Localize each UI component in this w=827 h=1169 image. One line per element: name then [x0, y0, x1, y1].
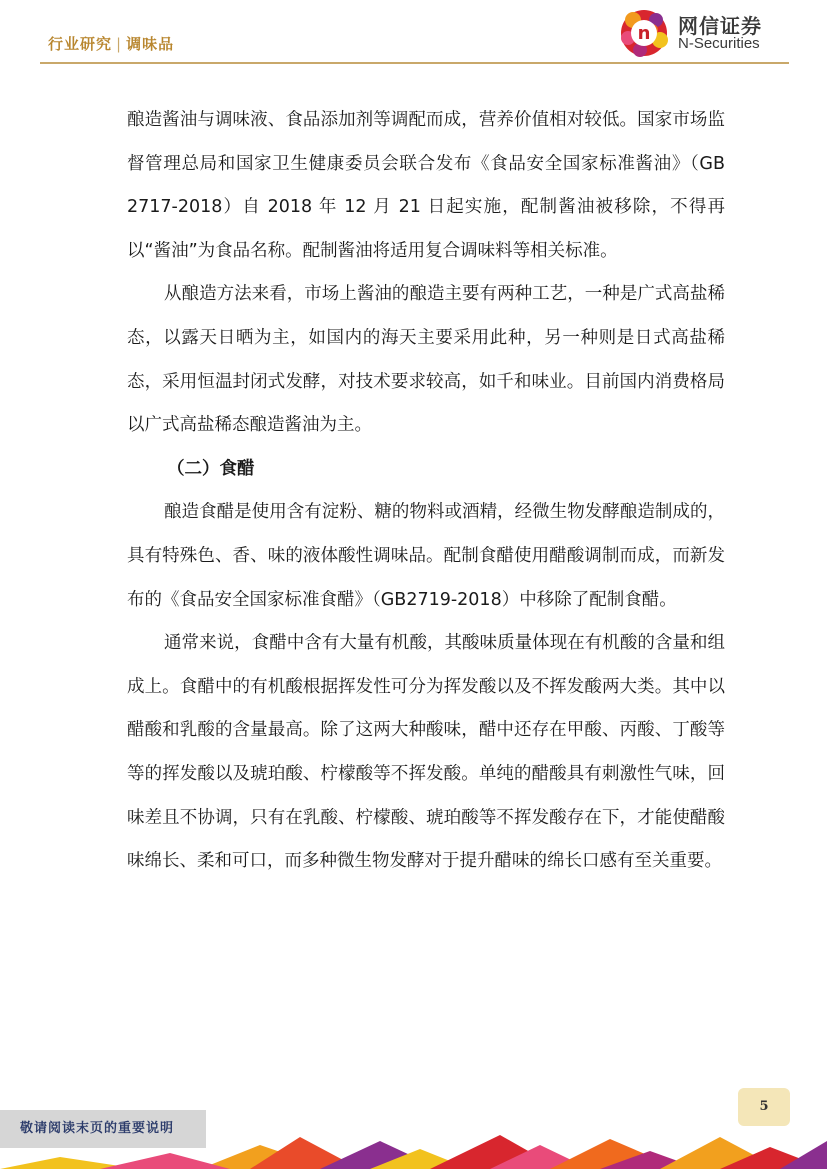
section-label: 行业研究 [48, 35, 113, 53]
header-divider [40, 62, 789, 64]
header-separator: | [116, 35, 123, 53]
logo-chinese-name: 网信证券 [678, 14, 762, 38]
section-heading-vinegar: （二）食醋 [167, 458, 255, 479]
paragraph-brewing-methods: 从酿造方法来看，市场上酱油的酿造主要有两种工艺，一种是广式高盐稀态，以露天日晒为主，如国内的海天主要采用此种，另一种则是日式高盐稀态，采用恒温封闭式发酵，对技术要求较高，如千和味业。目前国内消费格局以广式高盐稀态酿造酱油为主。 [127, 284, 725, 436]
company-logo [618, 8, 788, 58]
logo-mark-icon [618, 8, 674, 58]
report-body [127, 99, 725, 884]
page-number-badge: 5 [738, 1088, 790, 1126]
paragraph-vinegar-definition: 酿造食醋是使用含有淀粉、糖的物料或酒精，经微生物发酵酿造制成的，具有特殊色、香、味的液体酸性调味品。配制食醋使用醋酸调制而成，而新发布的《食品安全国家标准食醋》（GB2719-2018）中移除了配制食醋。 [127, 502, 725, 610]
report-category [48, 33, 174, 54]
paragraph-vinegar-acids: 通常来说，食醋中含有大量有机酸，其酸味质量体现在有机酸的含量和组成上。食醋中的有机酸根据挥发性可分为挥发酸以及不挥发酸两大类。其中以醋酸和乳酸的含量最高。除了这两大种酸味，醋中还存在甲酸、丙酸、丁酸等等的挥发酸以及琥珀酸、柠檬酸等不挥发酸。单纯的醋酸具有刺激性气味，回味差且不协调，只有在乳酸、柠檬酸、琥珀酸等不挥发酸存在下，才能使醋酸味绵长、柔和可口，而多种微生物发酵对于提升醋味的绵长口感有至关重要。 [127, 633, 725, 872]
paragraph-soy-sauce-standard: 酿造酱油与调味液、食品添加剂等调配而成，营养价值相对较低。国家市场监督管理总局和国家卫生健康委员会联合发布《食品安全国家标准酱油》（GB 2717-2018）自 2018 年 12 月 21 日起实施，配制酱油被移除，不得再以“酱油”为食品名称。配制酱油将适用复合调味料等相关标准。 [127, 110, 725, 261]
category-label: 调味品 [126, 35, 175, 53]
logo-english-name: N-Securities [678, 35, 760, 52]
disclaimer-note: 敬请阅读末页的重要说明 [0, 1110, 206, 1148]
svg-text:n: n [637, 23, 651, 44]
